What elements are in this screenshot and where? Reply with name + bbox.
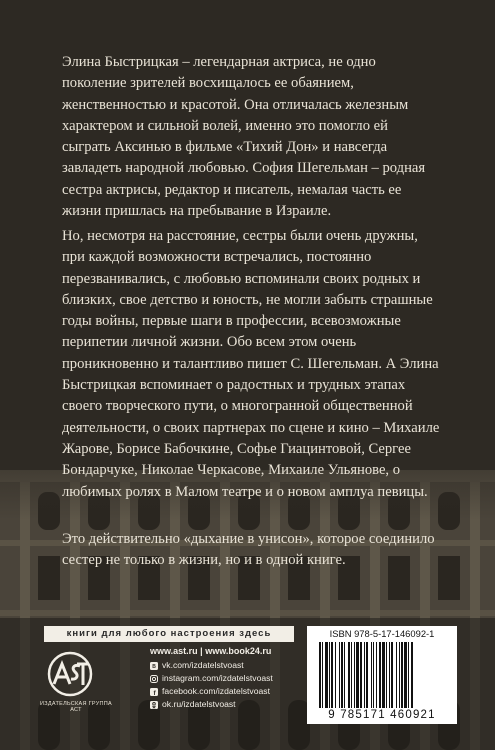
barcode-bar bbox=[373, 642, 374, 708]
barcode-bar bbox=[411, 642, 413, 708]
barcode-bar bbox=[348, 642, 350, 708]
facebook-icon bbox=[150, 688, 158, 696]
barcode-bar bbox=[366, 642, 368, 708]
publisher-block bbox=[40, 626, 456, 724]
barcode-bar bbox=[396, 642, 397, 708]
barcode-bar bbox=[360, 642, 362, 708]
contact-facebook-text: facebook.com/izdatelstvoast bbox=[162, 686, 270, 696]
barcode-bar bbox=[351, 642, 352, 708]
contact-instagram[interactable] bbox=[150, 672, 300, 685]
svg-text:f: f bbox=[153, 689, 156, 696]
barcode-bar bbox=[354, 642, 355, 708]
svg-text:B: B bbox=[152, 663, 156, 670]
barcode-bar bbox=[401, 642, 403, 708]
description-paragraph-3: Это действительно «дыхание в унисон», которое соединило сестер не только в жизни, но и в одной книге. bbox=[62, 531, 435, 569]
barcode-bar bbox=[329, 642, 330, 708]
barcode-bar bbox=[386, 642, 387, 708]
odnoklassniki-icon bbox=[150, 701, 158, 709]
publisher-group-name: ИЗДАТЕЛЬСКАЯ ГРУППА АСТ bbox=[40, 701, 113, 713]
barcode-bar bbox=[335, 642, 336, 708]
barcode-bar bbox=[379, 642, 381, 708]
barcode-bar bbox=[319, 642, 321, 708]
barcode-bar bbox=[391, 642, 393, 708]
description-paragraph-1: Элина Быстрицкая – легендарная актриса, не одно поколение зрителей восхищалось ее обаянием, женственностью и красотой. Она отличалась железным характером и сильной волей, именно это помогло ей сыграть Аксинью в фильме «Тихий Дон» и навсегда завладеть народной любовью. София Шегельман – родная сестра актрисы, редактор и писатель, немалая часть ее жизни пришлась на пребывание в Израиле. bbox=[62, 54, 426, 220]
contact-instagram-text: instagram.com/izdatelstvoast bbox=[162, 673, 273, 683]
ast-logo-icon bbox=[44, 651, 96, 697]
barcode-bar bbox=[322, 642, 323, 708]
barcode-bar bbox=[382, 642, 385, 708]
contact-odnoklassniki[interactable] bbox=[150, 698, 300, 711]
barcode-bar bbox=[389, 642, 390, 708]
publisher-contacts bbox=[150, 645, 300, 711]
barcode-bar bbox=[404, 642, 407, 708]
barcode-bar bbox=[341, 642, 343, 708]
barcode-icon bbox=[317, 642, 447, 708]
ast-logo bbox=[40, 651, 113, 723]
barcode-bar bbox=[344, 642, 345, 708]
barcode-bar bbox=[364, 642, 365, 708]
barcode-bar bbox=[339, 642, 340, 708]
barcode-digits: 9 785171 460921 bbox=[328, 709, 436, 721]
barcode-bar bbox=[325, 642, 328, 708]
barcode-bar bbox=[331, 642, 333, 708]
isbn-text: ISBN 978-5-17-146092-1 bbox=[329, 628, 435, 639]
barcode-bar bbox=[399, 642, 400, 708]
barcode-bar bbox=[371, 642, 372, 708]
description-paragraph-2: Но, несмотря на расстояние, сестры были очень дружны, при каждой возможности встречались, постоянно перезванивались, с любовью вспоминали своих родных и близких, свое детство и юность, не могли забыть страшные годы войны, первые шаги в профессии, всевозможные перипетии личной жизни. Обо всем этом очень проникновенно и талантливо пишет С. Шегельман. А Элина Быстрицкая вспоминает о радостных и трудных этапах своего творческого пути, о многогранной общественной деятельности, о своих партнерах по сцене и кино – Михаиле Жарове, Борисе Бабочкине, Софье Гиацинтовой, Сергее Бондарчуке, Николае Черкасове, Михаиле Ульянове, о любимых ролях в Малом театре и о новом амплуа певицы. bbox=[62, 228, 440, 500]
contact-vk-text: vk.com/izdatelstvoast bbox=[162, 660, 244, 670]
barcode-bar bbox=[356, 642, 359, 708]
instagram-icon bbox=[150, 675, 158, 683]
barcode-bar bbox=[408, 642, 409, 708]
contact-facebook[interactable] bbox=[150, 685, 300, 698]
contact-odnoklassniki-text: ok.ru/izdatelstvoast bbox=[162, 699, 236, 709]
vk-icon bbox=[150, 662, 158, 670]
barcode-box bbox=[307, 626, 457, 724]
contact-vk[interactable] bbox=[150, 659, 300, 672]
publisher-tagline: книги для любого настроения здесь bbox=[44, 626, 294, 642]
barcode-bar bbox=[376, 642, 377, 708]
publisher-websites[interactable]: www.ast.ru | www.book24.ru bbox=[150, 646, 272, 656]
